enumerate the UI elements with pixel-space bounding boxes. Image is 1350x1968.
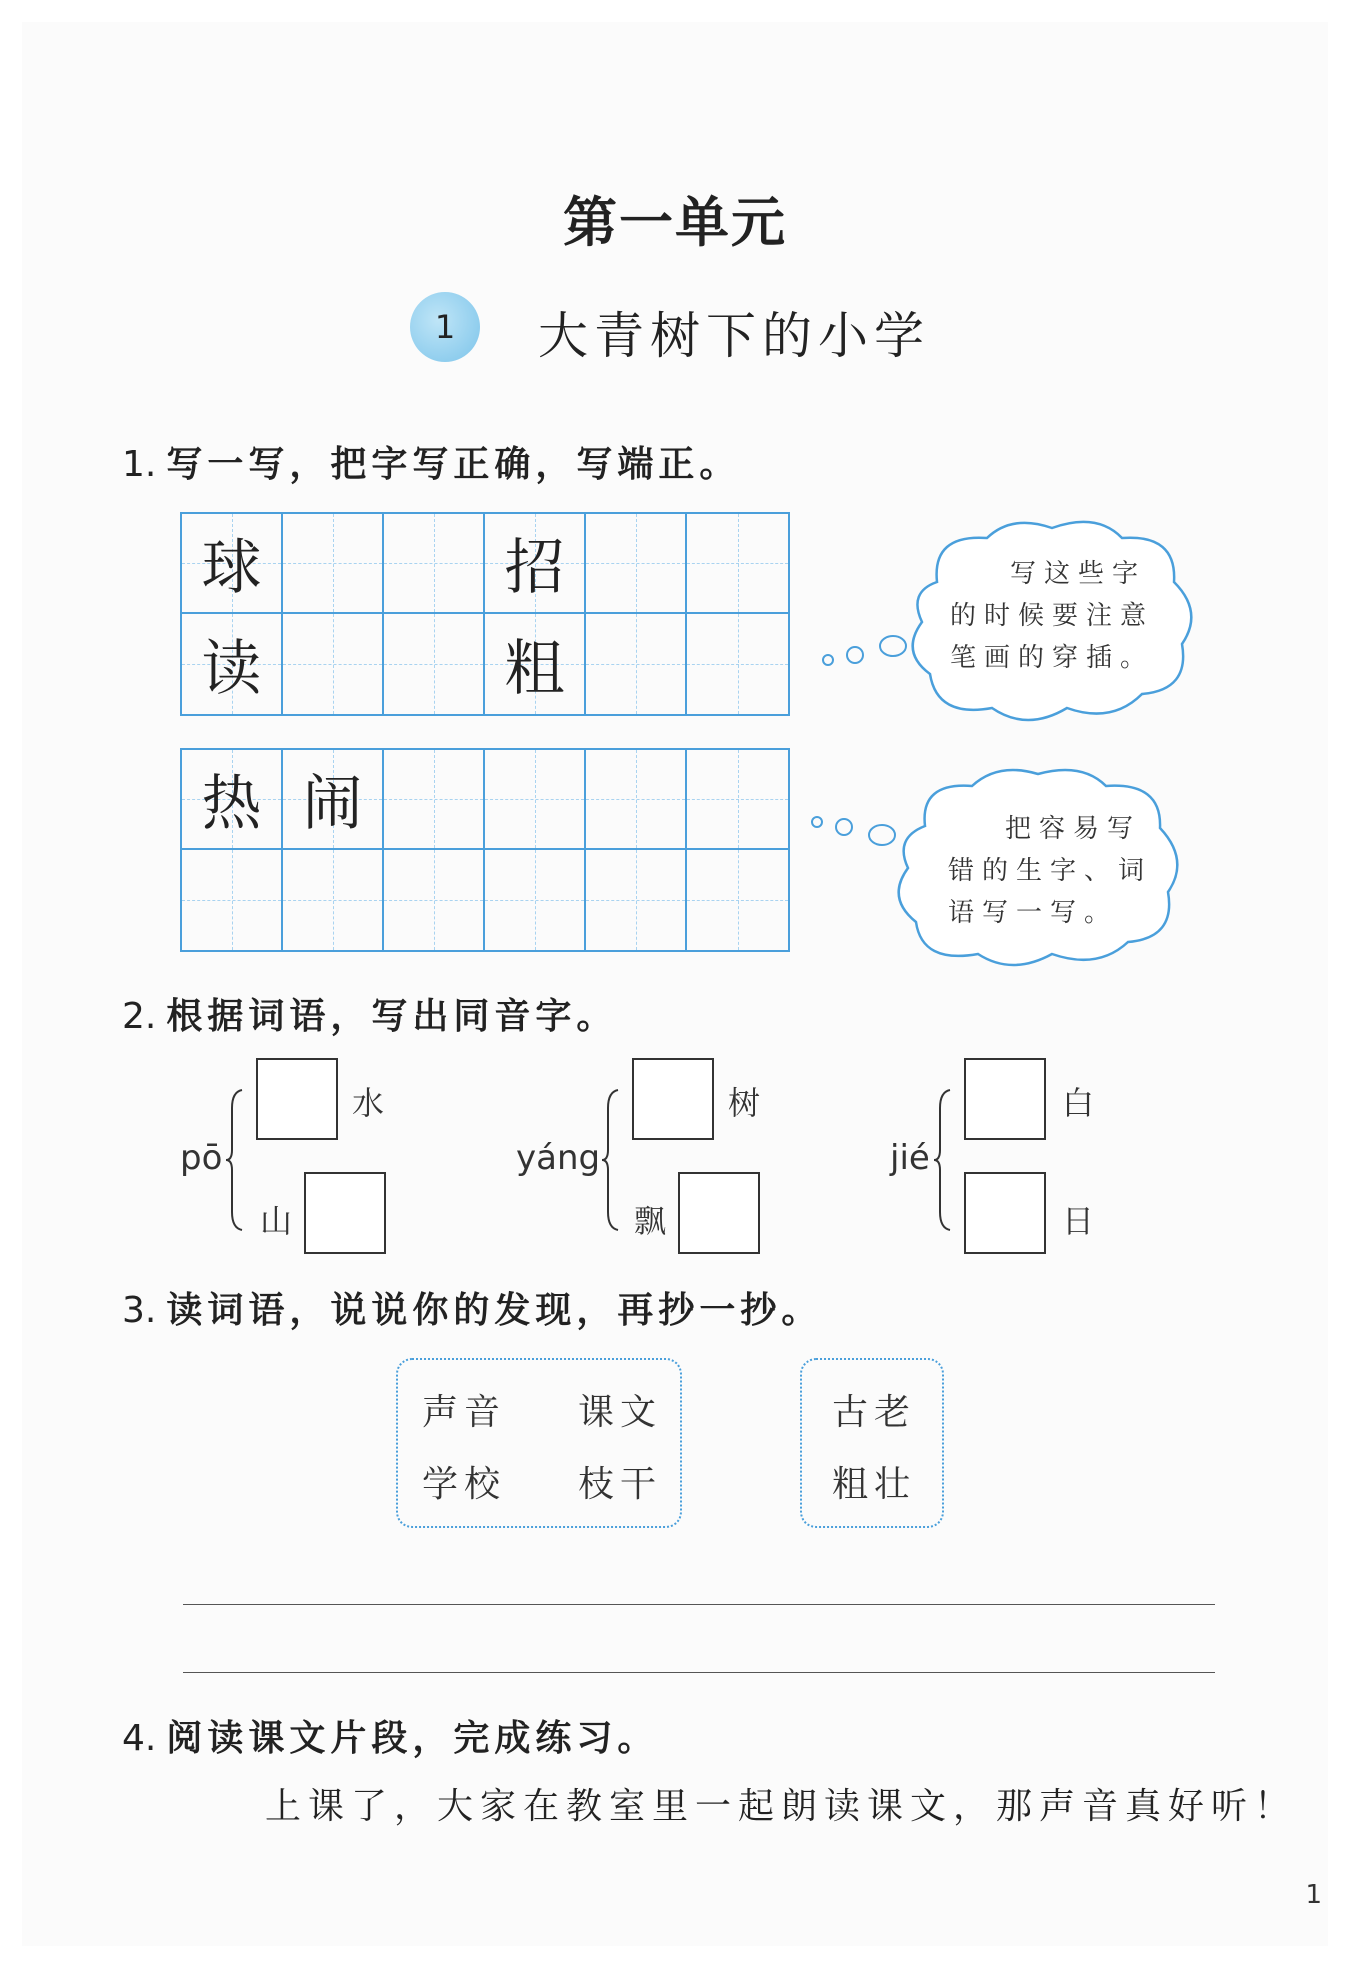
cloud-1-line-1: 写这些字 (1010, 559, 1147, 589)
hint-char: 山 (260, 1202, 293, 1240)
question-4-heading (122, 1710, 658, 1761)
word-item: 粗壮 (832, 1464, 917, 1505)
model-char: 热 (201, 769, 262, 839)
grid-cell[interactable] (687, 850, 788, 950)
word-item: 声音 (422, 1392, 507, 1433)
question-3-heading (122, 1282, 822, 1333)
cloud-2-line-1: 把容易写 (1005, 814, 1142, 844)
question-2-heading (122, 988, 617, 1039)
answer-box[interactable] (964, 1172, 1046, 1254)
grid-cell[interactable] (384, 850, 485, 950)
grid-cell[interactable] (687, 614, 788, 714)
cloud-1-line-3: 笔画的穿插。 (950, 643, 1155, 673)
copy-line-1[interactable] (183, 1604, 1215, 1605)
lesson-title: 大青树下的小学 (538, 307, 930, 365)
hint-char: 飘 (634, 1202, 667, 1240)
word-item: 古老 (832, 1392, 917, 1433)
model-char: 球 (201, 533, 262, 603)
answer-box[interactable] (964, 1058, 1046, 1140)
grid-cell[interactable] (687, 514, 788, 614)
pinyin-yang: yáng (516, 1138, 601, 1178)
grid-cell[interactable] (485, 750, 586, 850)
grid-cell[interactable] (283, 750, 384, 850)
grid-cell[interactable] (485, 514, 586, 614)
lesson-number-badge: 1 (410, 292, 480, 362)
brace-1 (224, 1088, 246, 1232)
writing-grid-2[interactable] (180, 748, 790, 952)
hint-char: 日 (1062, 1202, 1095, 1240)
question-3-number: 3. (122, 1290, 157, 1331)
hint-char: 树 (728, 1084, 761, 1122)
answer-box[interactable] (304, 1172, 386, 1254)
pinyin-po: pō (180, 1138, 223, 1178)
model-char: 读 (201, 634, 262, 704)
grid-cell[interactable] (687, 750, 788, 850)
question-3-prompt: 读词语，说说你的发现，再抄一抄。 (166, 1289, 823, 1331)
unit-title: 第一单元 (563, 190, 787, 254)
grid-cell[interactable] (182, 850, 283, 950)
grid-cell[interactable] (283, 514, 384, 614)
answer-box[interactable] (256, 1058, 338, 1140)
grid-cell[interactable] (182, 614, 283, 714)
question-4-number: 4. (122, 1718, 157, 1759)
question-2-prompt: 根据词语，写出同音字。 (166, 995, 618, 1037)
question-1-number: 1. (122, 444, 157, 485)
hint-char: 白 (1062, 1084, 1095, 1122)
answer-box[interactable] (678, 1172, 760, 1254)
question-1-prompt: 写一写，把字写正确，写端正。 (166, 443, 741, 485)
model-char: 招 (504, 533, 565, 603)
grid-cell[interactable] (586, 750, 687, 850)
word-item: 课文 (578, 1392, 663, 1433)
grid-cell[interactable] (485, 850, 586, 950)
question-2-number: 2. (122, 996, 157, 1037)
grid-cell[interactable] (586, 514, 687, 614)
grid-cell[interactable] (283, 614, 384, 714)
pinyin-jie: jié (890, 1138, 930, 1178)
word-item: 学校 (422, 1464, 507, 1505)
grid-cell[interactable] (384, 514, 485, 614)
copy-line-2[interactable] (183, 1672, 1215, 1673)
brace-3 (932, 1088, 954, 1232)
cloud-1-line-2: 的时候要注意 (950, 601, 1155, 631)
grid-cell[interactable] (384, 614, 485, 714)
grid-cell[interactable] (283, 850, 384, 950)
grid-cell[interactable] (485, 614, 586, 714)
writing-grid-1[interactable] (180, 512, 790, 716)
grid-cell[interactable] (586, 614, 687, 714)
reading-passage: 上课了，大家在教室里一起朗读课文，那声音真好听！ (265, 1786, 1298, 1827)
question-1-heading (122, 436, 740, 487)
hint-char: 水 (352, 1084, 385, 1122)
grid-cell[interactable] (182, 750, 283, 850)
cloud-2-line-3: 语写一写。 (948, 898, 1119, 928)
model-char: 闹 (302, 769, 363, 839)
question-4-prompt: 阅读课文片段，完成练习。 (166, 1717, 659, 1759)
brace-2 (600, 1088, 622, 1232)
grid-cell[interactable] (586, 850, 687, 950)
page-number: 1 (1305, 1880, 1322, 1910)
word-item: 枝干 (578, 1464, 663, 1505)
cloud-2-line-2: 错的生字、词 (948, 856, 1153, 886)
model-char: 粗 (504, 634, 565, 704)
grid-cell[interactable] (384, 750, 485, 850)
answer-box[interactable] (632, 1058, 714, 1140)
grid-cell[interactable] (182, 514, 283, 614)
